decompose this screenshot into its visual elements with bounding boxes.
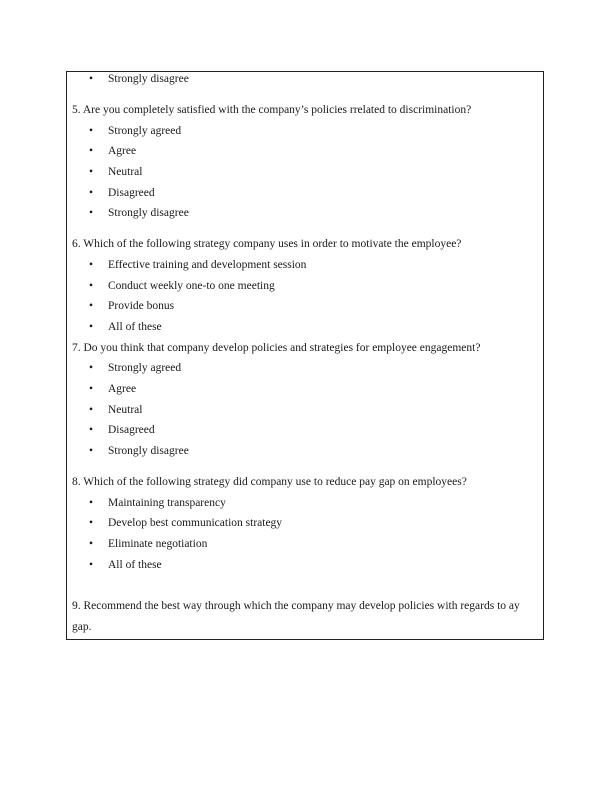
bullet: •: [89, 125, 94, 137]
q6-option-4: All of these: [108, 321, 162, 333]
q6-option-3: Provide bonus: [108, 300, 175, 312]
bullet: •: [89, 404, 94, 416]
bullet: •: [89, 559, 94, 571]
bullet: •: [89, 145, 94, 157]
bullet: •: [89, 73, 94, 85]
bullet: •: [89, 362, 94, 374]
bullet: •: [89, 424, 94, 436]
q7-option-4: Disagreed: [108, 424, 155, 436]
q7-option-1: Strongly agreed: [108, 362, 182, 374]
question-6: 6. Which of the following strategy company uses in order to motivate the employee?: [72, 238, 462, 250]
bullet: •: [89, 280, 94, 292]
q5-option-2: Agree: [108, 145, 137, 157]
question-5: 5. Are you completely satisfied with the company’s policies rrelated to discrimination?: [72, 104, 472, 116]
questionnaire-box: [66, 71, 544, 640]
q7-option-2: Agree: [108, 383, 137, 395]
bullet: •: [89, 300, 94, 312]
q7-option-3: Neutral: [108, 404, 143, 416]
q8-option-4: All of these: [108, 559, 162, 571]
bullet: •: [89, 207, 94, 219]
question-9-line-1: 9. Recommend the best way through which the company may develop policies with regards to ay: [72, 600, 520, 612]
option-carryover: Strongly disagree: [108, 73, 189, 85]
question-7: 7. Do you think that company develop policies and strategies for employee engagement?: [72, 342, 481, 354]
q5-option-4: Disagreed: [108, 187, 155, 199]
q6-option-1: Effective training and development session: [108, 259, 307, 271]
q5-option-1: Strongly agreed: [108, 125, 182, 137]
bullet: •: [89, 445, 94, 457]
bullet: •: [89, 259, 94, 271]
q8-option-3: Eliminate negotiation: [108, 538, 208, 550]
q7-option-5: Strongly disagree: [108, 445, 189, 457]
q5-option-3: Neutral: [108, 166, 143, 178]
bullet: •: [89, 517, 94, 529]
question-9-line-2: gap.: [72, 621, 92, 633]
q5-option-5: Strongly disagree: [108, 207, 189, 219]
bullet: •: [89, 497, 94, 509]
q6-option-2: Conduct weekly one-to one meeting: [108, 280, 275, 292]
bullet: •: [89, 383, 94, 395]
bullet: •: [89, 187, 94, 199]
q8-option-1: Maintaining transparency: [108, 497, 226, 509]
bullet: •: [89, 538, 94, 550]
bullet: •: [89, 166, 94, 178]
question-8: 8. Which of the following strategy did company use to reduce pay gap on employees?: [72, 476, 467, 488]
bullet: •: [89, 321, 94, 333]
q8-option-2: Develop best communication strategy: [108, 517, 283, 529]
